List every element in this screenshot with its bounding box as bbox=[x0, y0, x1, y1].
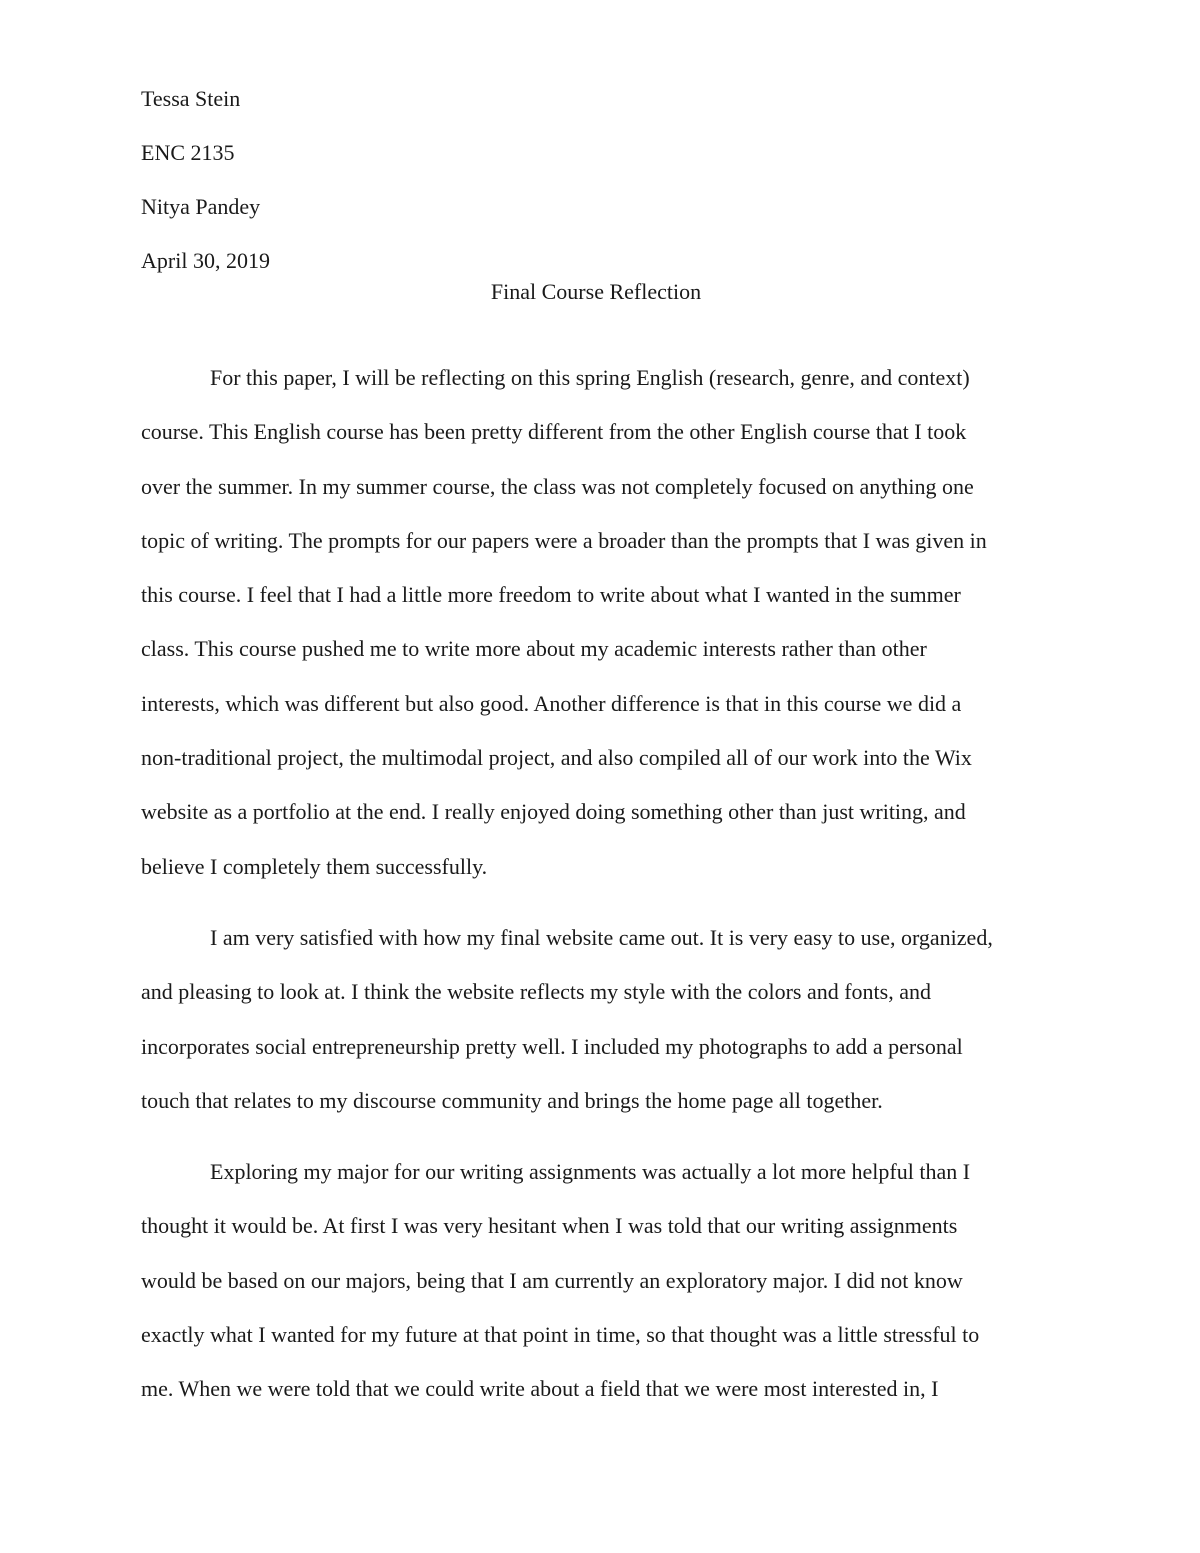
text-line: I am very satisfied with how my final website came out. It is very easy to use, organized, bbox=[210, 924, 993, 950]
paragraph-2 bbox=[141, 911, 1061, 1128]
heading-block bbox=[141, 72, 1061, 288]
text-line: non-traditional project, the multimodal project, and also compiled all of our work into the Wix bbox=[141, 745, 972, 771]
document-title: Final Course Reflection bbox=[490, 279, 702, 304]
text-line: thought it would be. At first I was very hesitant when I was told that our writing assignments bbox=[141, 1213, 958, 1239]
paragraph-3 bbox=[141, 1145, 1061, 1416]
document-date: April 30, 2019 bbox=[141, 248, 270, 273]
text-line: exactly what I wanted for my future at that point in time, so that thought was a little stressful to bbox=[141, 1322, 980, 1348]
text-line: class. This course pushed me to write more about my academic interests rather than other bbox=[141, 636, 927, 662]
text-line: course. This English course has been pretty different from the other English course that I took bbox=[141, 419, 967, 445]
text-line: would be based on our majors, being that I am currently an exploratory major. I did not know bbox=[141, 1267, 963, 1293]
text-line: interests, which was different but also good. Another difference is that in this course we did a bbox=[141, 690, 962, 716]
text-line: topic of writing. The prompts for our papers were a broader than the prompts that I was given in bbox=[141, 527, 987, 553]
text-line: me. When we were told that we could write about a field that we were most interested in, I bbox=[141, 1376, 939, 1402]
text-line: website as a portfolio at the end. I really enjoyed doing something other than just writing, and bbox=[141, 799, 966, 825]
course-code: ENC 2135 bbox=[141, 140, 235, 165]
text-line: over the summer. In my summer course, the class was not completely focused on anything one bbox=[141, 473, 974, 499]
text-line: touch that relates to my discourse community and brings the home page all together. bbox=[141, 1087, 883, 1113]
text-line: Exploring my major for our writing assignments was actually a lot more helpful than I bbox=[210, 1159, 971, 1185]
text-line: incorporates social entrepreneurship pretty well. I included my photographs to add a personal bbox=[141, 1033, 963, 1059]
paragraph-spacer bbox=[141, 1128, 1061, 1145]
text-line: and pleasing to look at. I think the website reflects my style with the colors and fonts, and bbox=[141, 979, 931, 1005]
text-line: believe I completely them successfully. bbox=[141, 853, 488, 879]
author-name: Tessa Stein bbox=[141, 86, 241, 111]
paragraph-spacer bbox=[141, 894, 1061, 911]
document-body bbox=[141, 351, 1061, 1417]
paragraph-1 bbox=[141, 351, 1061, 894]
text-line: this course. I feel that I had a little more freedom to write about what I wanted in the summer bbox=[141, 582, 961, 608]
text-line: For this paper, I will be reflecting on this spring English (research, genre, and context) bbox=[210, 365, 970, 390]
instructor-name: Nitya Pandey bbox=[141, 194, 261, 219]
